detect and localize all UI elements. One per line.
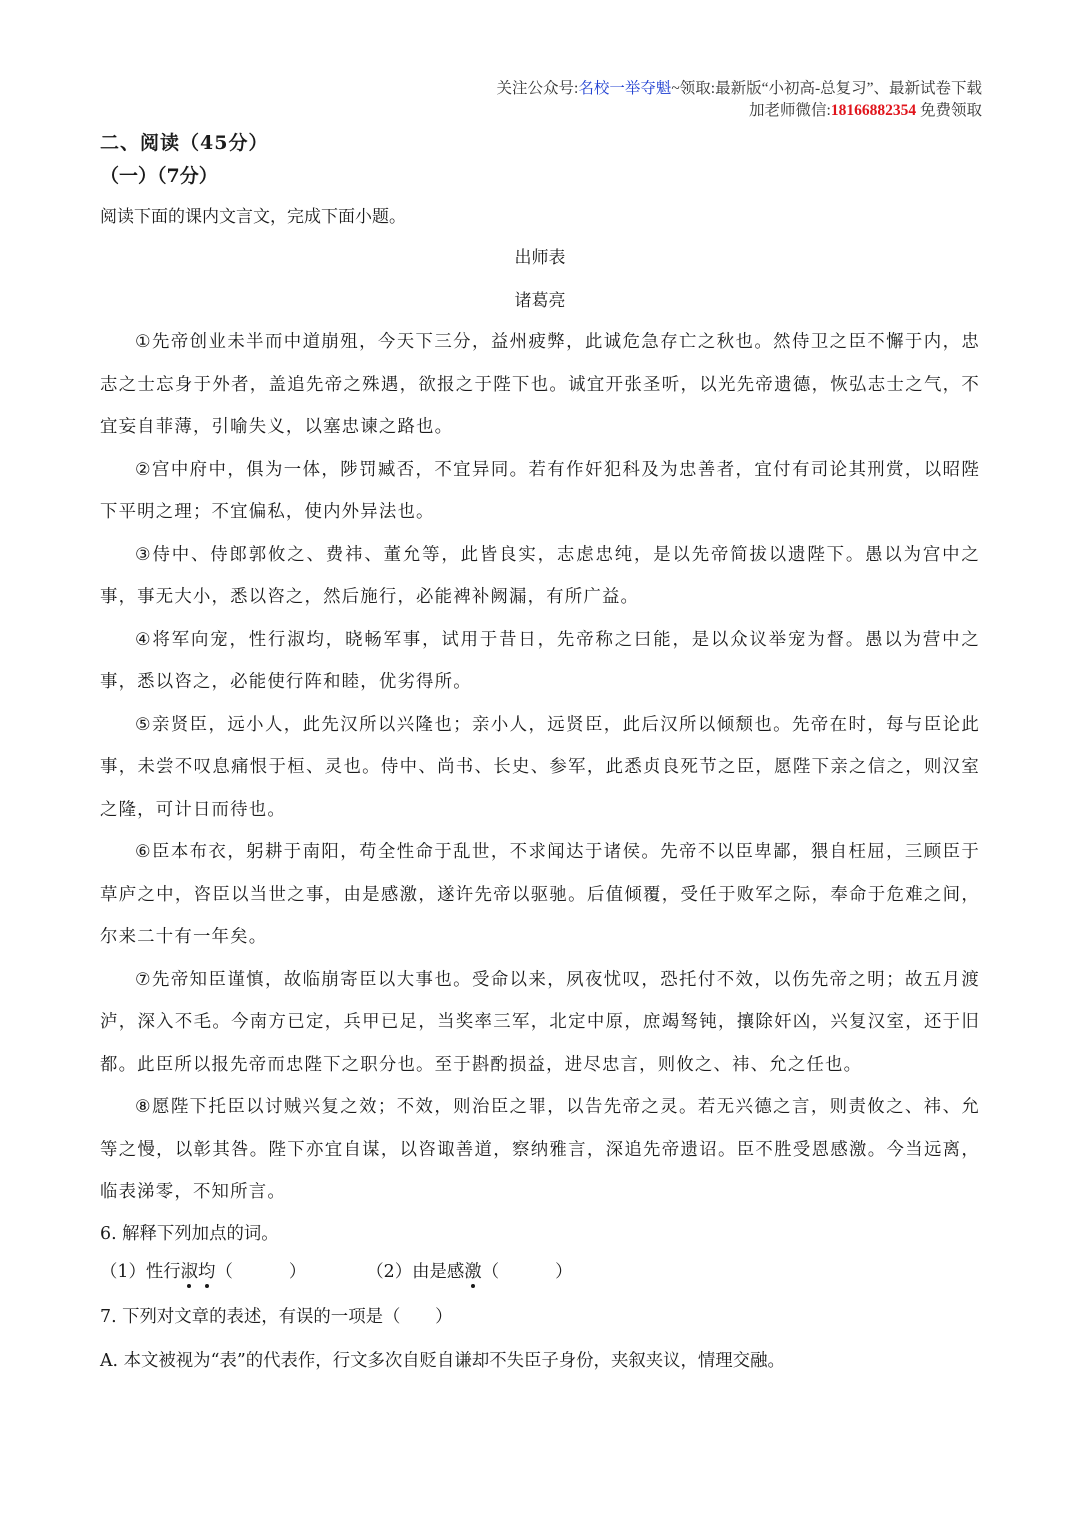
- phone-number: 18166882354: [830, 102, 917, 119]
- paragraph-2: ②宫中府中，俱为一体，陟罚臧否，不宜异同。若有作奸犯科及为忠善者，宜付有司论其刑赏，以昭陛下平明之理；不宜偏私，使内外异法也。: [100, 459, 980, 522]
- paragraph-6: ⑥臣本布衣，躬耕于南阳，苟全性命于乱世，不求闻达于诸侯。先帝不以臣卑鄙，猥自枉屈，三顾臣于草庐之中，咨臣以当世之事，由是感激，遂许先帝以驱驰。后值倾覆，受任于败军之际，奉命于危难之间，尔来二十有一年矣。: [100, 842, 980, 947]
- passage-body: [100, 321, 980, 1214]
- paragraph-5: ⑤亲贤臣，远小人，此先汉所以兴隆也；亲小人，远贤臣，此后汉所以倾颓也。先帝在时，每与臣论此事，未尝不叹息痛恨于桓、灵也。侍中、尚书、长史、参军，此悉贞良死节之臣，愿陛下亲之信之，则汉室之隆，可计日而待也。: [100, 714, 980, 820]
- promo-line-1: 关注公众号:名校一举夺魁~领取:最新版“小初高-总复习”、最新试卷下载: [496, 80, 982, 97]
- paragraph-1: ①先帝创业未半而中道崩殂，今天下三分，益州疲弊，此诚危急存亡之秋也。然侍卫之臣不懈于内，忠志之士忘身于外者，盖追先帝之殊遇，欲报之于陛下也。诚宜开张圣听，以光先帝遗德，恢弘志士之气，不宜妄自菲薄，引喻失义，以塞忠谏之路也。: [100, 332, 980, 437]
- paragraph-7: ⑦先帝知臣谨慎，故临崩寄臣以大事也。受命以来，夙夜忧叹，恐托付不效，以伤先帝之明；故五月渡泸，深入不毛。今南方已定，兵甲已足，当奖率三军，北定中原，庶竭驽钝，攘除奸凶，兴复汉室，还于旧都。此臣所以报先帝而忠陛下之职分也。至于斟酌损益，进尽忠言，则攸之、祎、允之任也。: [100, 969, 980, 1075]
- question-7-option-a: A. 本文被视为“表”的代表作，行文多次自贬自谦却不失臣子身份，夹叙夹议，情理交融。: [100, 1351, 785, 1371]
- question-6-stem: 6. 解释下列加点的词。: [100, 1224, 279, 1244]
- question-7-stem: 7. 下列对文章的表述，有误的一项是（ ）: [100, 1307, 453, 1327]
- paragraph-3: ③侍中、侍郎郭攸之、费祎、董允等，此皆良实，志虑忠纯，是以先帝简拔以遗陛下。愚以为宫中之事，事无大小，悉以咨之，然后施行，必能裨补阙漏，有所广益。: [100, 544, 980, 607]
- account-name: 名校一举夺魁: [578, 80, 672, 97]
- passage-title: 出师表: [514, 248, 566, 268]
- section-heading: 二、阅读（45分）: [100, 132, 269, 154]
- dotted-char: 激: [464, 1257, 481, 1282]
- passage-author: 诸葛亮: [514, 291, 566, 311]
- question-6-items: （1）性行淑均（ ） （2）由是感激（ ）: [100, 1257, 573, 1282]
- subsection-heading: （一）（7分）: [100, 165, 218, 187]
- dotted-char: 淑: [181, 1257, 198, 1282]
- paragraph-8: ⑧愿陛下托臣以讨贼兴复之效；不效，则治臣之罪，以告先帝之灵。若无兴德之言，则责攸之、祎、允等之慢，以彰其咎。陛下亦宜自谋，以咨诹善道，察纳雅言，深追先帝遗诏。臣不胜受恩感激。今当远离，临表涕零，不知所言。: [100, 1097, 980, 1202]
- instructions: 阅读下面的课内文言文，完成下面小题。: [100, 207, 406, 227]
- promo-header: [497, 78, 982, 122]
- dotted-char: 均: [198, 1257, 215, 1282]
- promo-line-2: 加老师微信:18166882354 免费领取: [749, 102, 982, 119]
- paragraph-4: ④将军向宠，性行淑均，晓畅军事，试用于昔日，先帝称之曰能，是以众议举宠为督。愚以为营中之事，悉以咨之，必能使行阵和睦，优劣得所。: [100, 629, 980, 692]
